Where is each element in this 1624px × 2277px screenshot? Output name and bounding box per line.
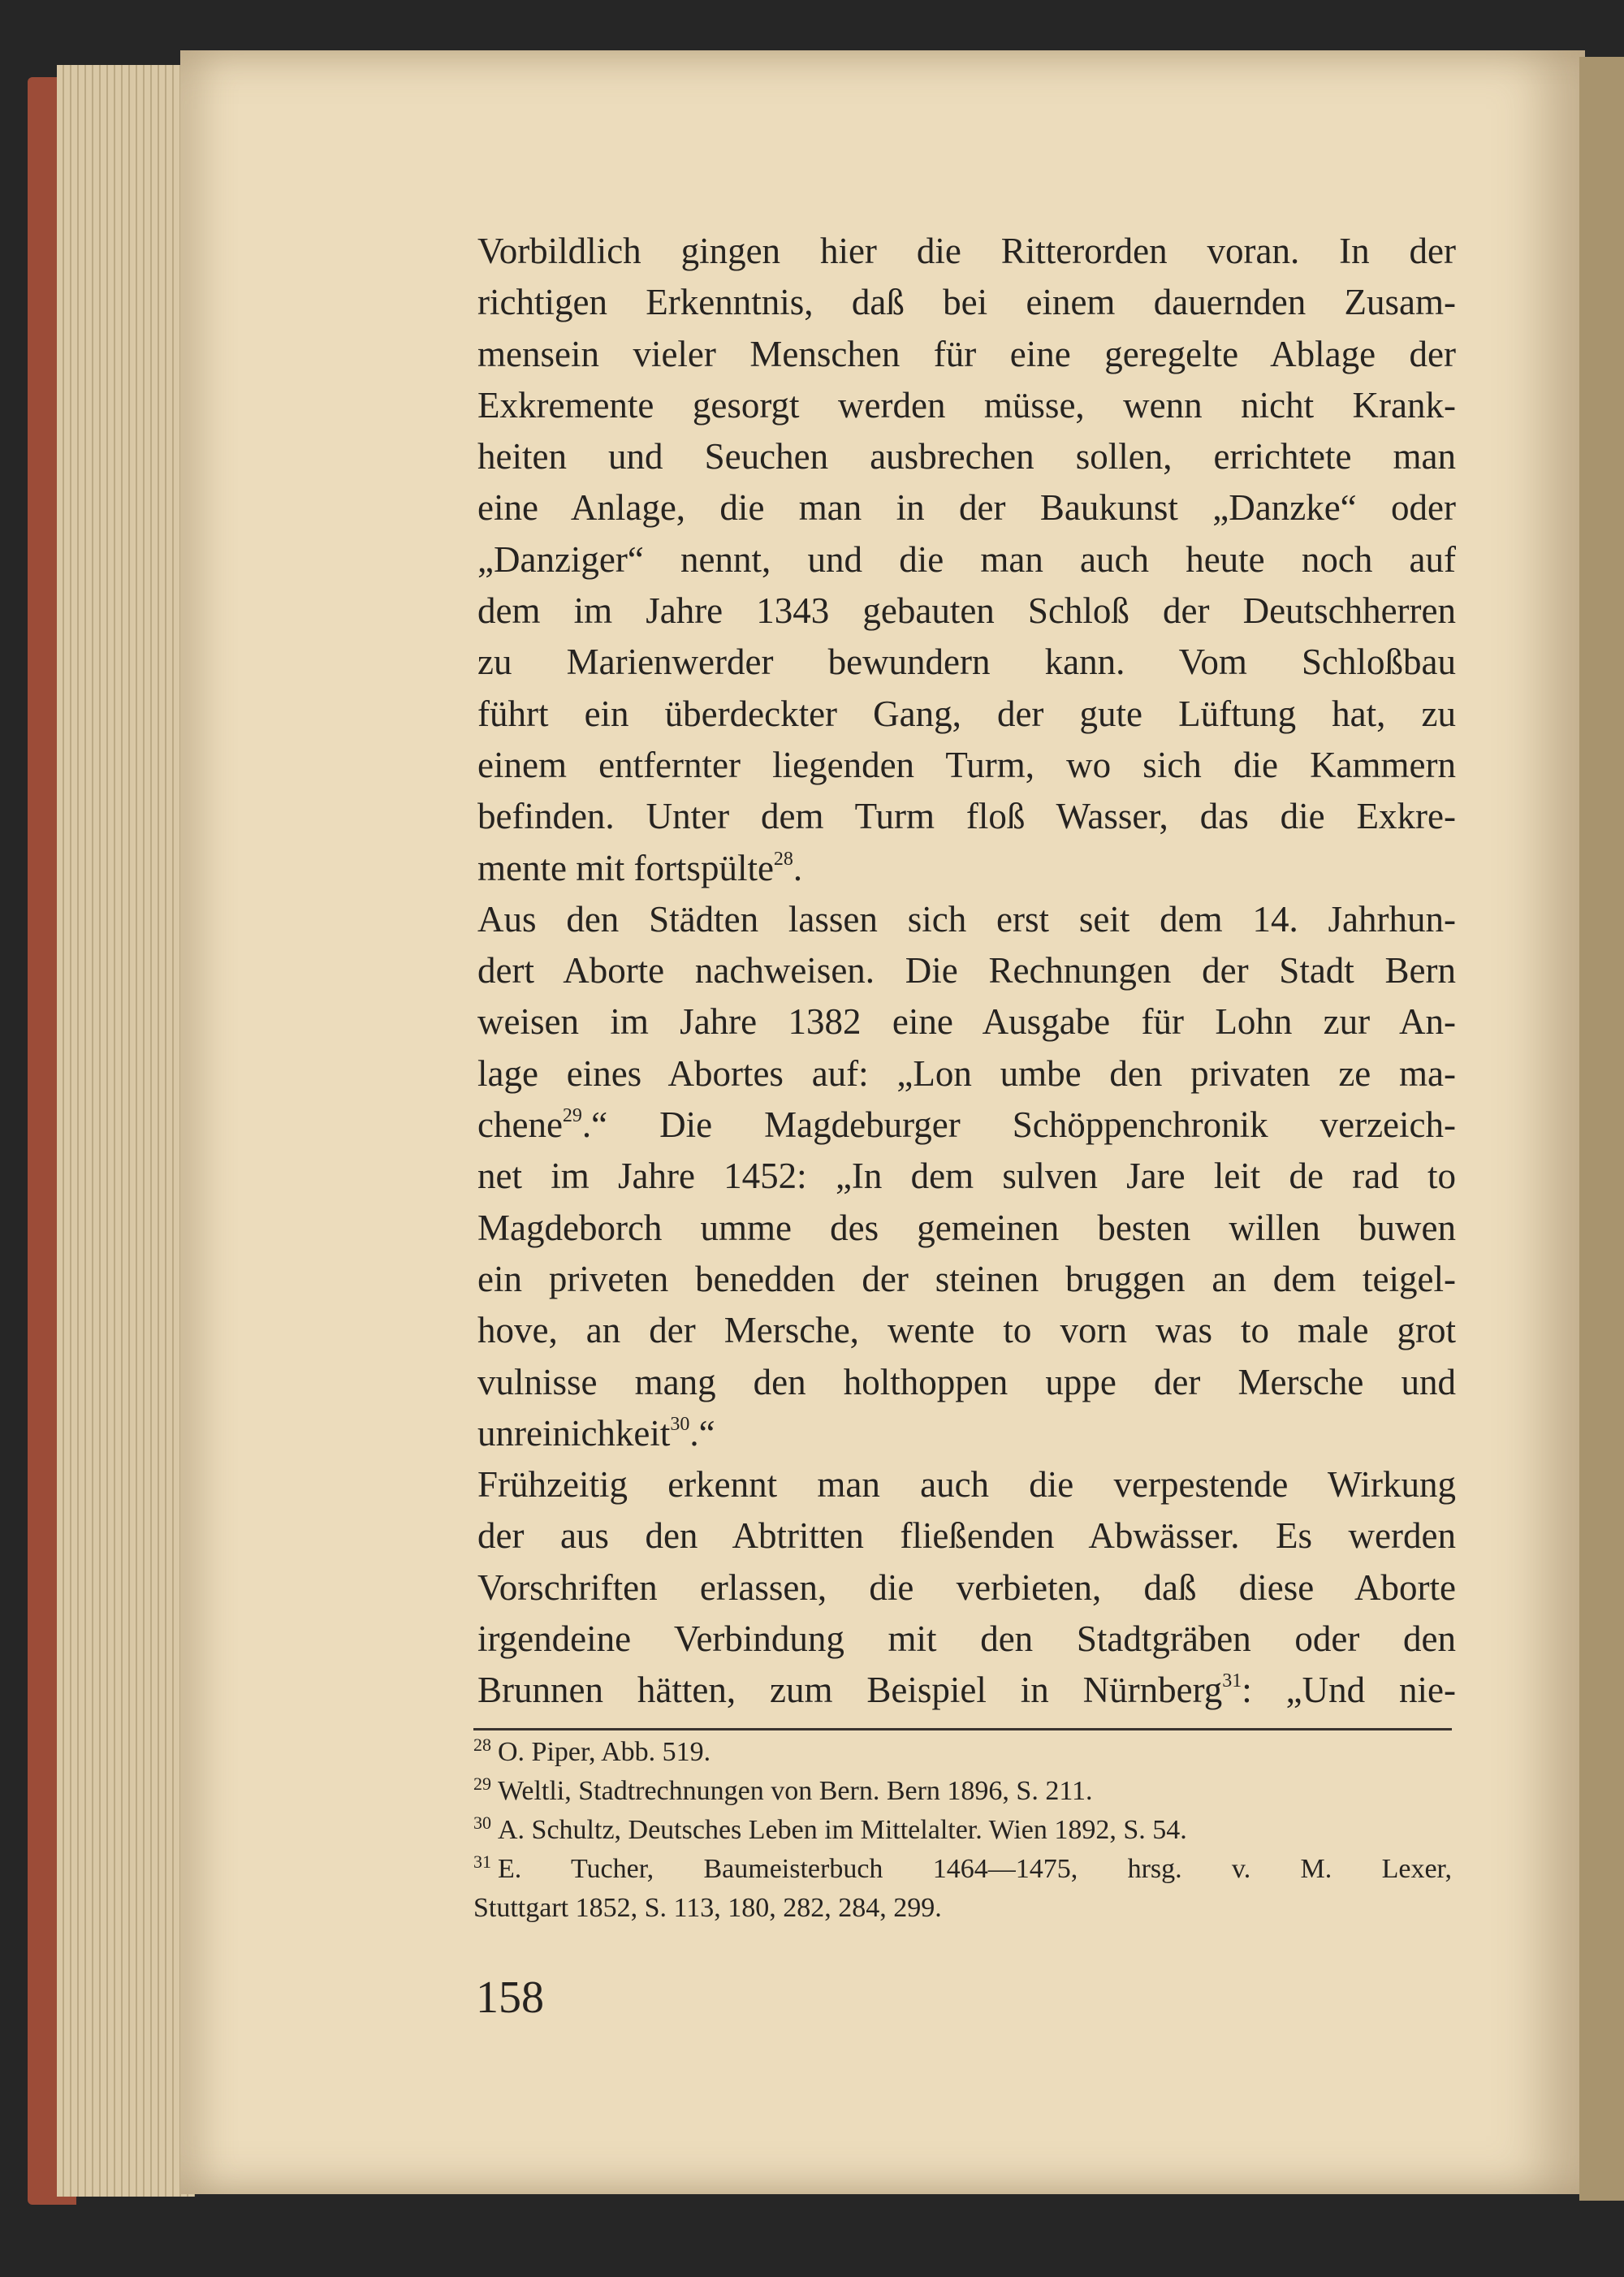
text-line — [477, 791, 1456, 842]
text-line — [477, 1048, 1456, 1100]
line-text: heiten und Seuchen ausbrechen sollen, errichtete man — [477, 436, 1456, 477]
line-text: mente mit fortspülte — [477, 847, 774, 888]
line-text-after: . — [793, 847, 803, 888]
line-text: unreinichkeit — [477, 1412, 671, 1454]
line-text-after: : „Und nie- — [1242, 1670, 1456, 1711]
text-line — [477, 1203, 1456, 1254]
text-line — [477, 1254, 1456, 1305]
line-text: mensein vieler Menschen für eine geregelte Ablage der — [477, 333, 1456, 374]
footnote-ref: 29 — [562, 1105, 582, 1127]
footnotes — [473, 1728, 1452, 1928]
footnote-line — [473, 1889, 1452, 1928]
text-line — [477, 1510, 1456, 1562]
text-line — [477, 637, 1456, 688]
line-text: Brunnen hätten, zum Beispiel in Nürnberg — [477, 1670, 1223, 1711]
text-line — [477, 1151, 1456, 1202]
text-line — [477, 1408, 1456, 1459]
text-line — [477, 534, 1456, 585]
footnote-ref: 30 — [670, 1413, 690, 1435]
text-line — [477, 1459, 1456, 1510]
line-text: ein priveten benedden der steinen bruggen an dem teigel- — [477, 1258, 1456, 1299]
text-line — [477, 585, 1456, 637]
line-text: net im Jahre 1452: „In dem sulven Jare leit de rad to — [477, 1156, 1456, 1197]
line-text: Exkremente gesorgt werden müsse, wenn nicht Krank- — [477, 384, 1456, 426]
footnote-number: 31 — [473, 1851, 491, 1872]
footnote-text: E. Tucher, Baumeisterbuch 1464—1475, hrsg. v. M. Lexer, — [498, 1854, 1452, 1884]
text-line — [477, 1305, 1456, 1356]
paragraph — [477, 226, 1456, 894]
line-text: vulnisse mang den holthoppen uppe der Mersche und — [477, 1361, 1456, 1402]
line-text: Aus den Städten lassen sich erst seit dem 14. Jahrhun- — [477, 898, 1456, 940]
footnote-text: A. Schultz, Deutsches Leben im Mittelalter. Wien 1892, S. 54. — [498, 1815, 1187, 1845]
footnote-number: 30 — [473, 1813, 491, 1833]
line-text: weisen im Jahre 1382 eine Ausgabe für Lohn zur An- — [477, 1001, 1456, 1043]
page-number: 158 — [476, 1972, 544, 2023]
text-line — [477, 1665, 1456, 1716]
page-edges — [57, 65, 195, 2197]
footnote-number: 28 — [473, 1735, 491, 1755]
line-text: befinden. Unter dem Turm floß Wasser, das die Exkre- — [477, 796, 1456, 837]
line-text-after: .“ — [689, 1412, 715, 1454]
paragraph — [477, 1459, 1456, 1716]
footnote-text: Weltli, Stadtrechnungen von Bern. Bern 1896, S. 211. — [498, 1776, 1093, 1806]
line-text: richtigen Erkenntnis, daß bei einem dauernden Zusam- — [477, 282, 1456, 323]
line-text: irgendeine Verbindung mit den Stadtgräben oder den — [477, 1618, 1456, 1660]
line-text: einem entfernter liegenden Turm, wo sich die Kammern — [477, 744, 1456, 785]
line-text: Vorschriften erlassen, die verbieten, daß diese Aborte — [477, 1566, 1456, 1608]
text-line — [477, 431, 1456, 482]
text-line — [477, 996, 1456, 1048]
text-line — [477, 1357, 1456, 1408]
line-text: dem im Jahre 1343 gebauten Schloß der Deutschherren — [477, 590, 1456, 632]
footnote-ref: 28 — [773, 848, 793, 870]
line-text: eine Anlage, die man in der Baukunst „Danzke“ oder — [477, 487, 1456, 529]
text-line — [477, 894, 1456, 945]
footnote-line — [473, 1850, 1452, 1889]
line-text: chene — [477, 1104, 563, 1146]
line-text-after: .“ Die Magdeburger Schöppenchronik verzeich- — [581, 1104, 1456, 1146]
facing-page-edge — [1579, 57, 1624, 2201]
text-line — [477, 843, 1456, 894]
line-text: führt ein überdeckter Gang, der gute Lüftung hat, zu — [477, 693, 1456, 734]
footnote-number: 29 — [473, 1774, 491, 1794]
text-line — [477, 1614, 1456, 1665]
text-line — [477, 1100, 1456, 1151]
text-line — [477, 226, 1456, 277]
line-text: hove, an der Mersche, wente to vorn was to male grot — [477, 1310, 1456, 1351]
line-text: lage eines Abortes auf: „Lon umbe den privaten ze ma- — [477, 1052, 1456, 1094]
text-line — [477, 1562, 1456, 1614]
text-line — [477, 482, 1456, 534]
line-text: „Danziger“ nennt, und die man auch heute noch auf — [477, 538, 1456, 580]
line-text: Vorbildlich gingen hier die Ritterorden voran. In der — [477, 231, 1456, 271]
text-line — [477, 945, 1456, 996]
footnote-line — [473, 1772, 1452, 1811]
footnote-line — [473, 1733, 1452, 1772]
footnote-ref: 31 — [1222, 1670, 1242, 1692]
line-text: Magdeborch umme des gemeinen besten willen buwen — [477, 1207, 1456, 1248]
text-line — [477, 329, 1456, 380]
line-text: der aus den Abtritten fließenden Abwässer. Es werden — [477, 1515, 1456, 1557]
footnote-text: Stuttgart 1852, S. 113, 180, 282, 284, 299. — [473, 1893, 942, 1923]
text-line — [477, 740, 1456, 791]
paragraph — [477, 894, 1456, 1459]
body-text — [477, 226, 1456, 1717]
text-line — [477, 277, 1456, 328]
footnote-line — [473, 1811, 1452, 1850]
text-line — [477, 380, 1456, 431]
line-text: dert Aborte nachweisen. Die Rechnungen der Stadt Bern — [477, 950, 1456, 992]
line-text: Frühzeitig erkennt man auch die verpestende Wirkung — [477, 1464, 1456, 1506]
line-text: zu Marienwerder bewundern kann. Vom Schloßbau — [477, 642, 1456, 683]
text-line — [477, 689, 1456, 740]
footnote-text: O. Piper, Abb. 519. — [498, 1737, 711, 1767]
